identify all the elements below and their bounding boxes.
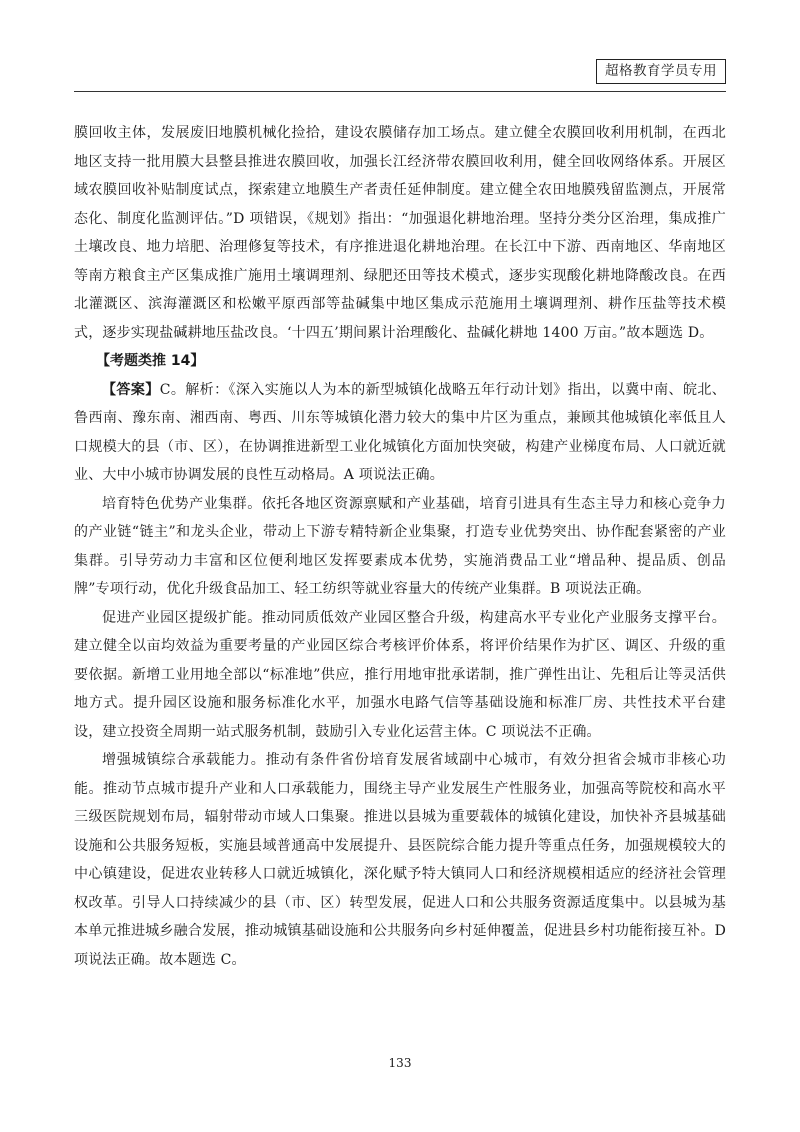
page-body: [74, 119, 726, 974]
paragraph-option-c: 促进产业园区提级扩能。推动同质低效产业园区整合升级，构建高水平专业化产业服务支撑平台。建立健全以亩均效益为重要考量的产业园区综合考核评价体系，将评价结果作为扩区、调区、升级的重要依据。新增工业用地全部以“标准地”供应，推行用地审批承诺制，推广弹性出让、先租后让等灵活供地方式。提升园区设施和服务标准化水平，加强水电路气信等基础设施和标准厂房、共性技术平台建设，建立投资全周期一站式服务机制，鼓励引入专业化运营主体。C 项说法不正确。: [74, 609, 726, 740]
header-badge: 超格教育学员专用: [596, 59, 726, 84]
paragraph-continued-answer: 膜回收主体，发展废旧地膜机械化捡拾，建设农膜储存加工场点。建立健全农膜回收利用机制，在西北地区支持一批用膜大县整县推进农膜回收，加强长江经济带农膜回收利用，健全回收网络体系。开展区域农膜回收补贴制度试点，探索建立地膜生产者责任延伸制度。建立健全农田地膜残留监测点，开展常态化、制度化监测评估。”D 项错误，《规划》指出：“加强退化耕地治理。坚持分类分区治理，集成推广土壤改良、地力培肥、治理修复等技术，有序推进退化耕地治理。在长江中下游、西南地区、华南地区等南方粮食主产区集成推广施用土壤调理剂、绿肥还田等技术模式，逐步实现酸化耕地降酸改良。在西北灌溉区、滨海灌溉区和松嫩平原西部等盐碱集中地区集成示范施用土壤调理剂、耕作压盐等技术模式，逐步实现盐碱耕地压盐改良。‘十四五’期间累计治理酸化、盐碱化耕地 1400 万亩。”故本题选 D。: [74, 125, 726, 341]
paragraph-option-d: 增强城镇综合承载能力。推动有条件省份培育发展省域副中心城市，有效分担省会城市非核心功能。推动节点城市提升产业和人口承载能力，围绕主导产业发展生产性服务业，加强高等院校和高水平三级医院规划布局，辐射带动市域人口集聚。推进以县城为重要载体的城镇化建设，加快补齐县城基础设施和公共服务短板，实施县域普通高中发展提升、县医院综合能力提升等重点任务，加强规模较大的中心镇建设，促进农业转移人口就近城镇化，深化赋予特大镇同人口和经济规模相适应的经济社会管理权改革。引导人口持续减少的县（市、区）转型发展，促进人口和公共服务资源适度集中。以县城为基本单元推进城乡融合发展，推动城镇基础设施和公共服务向乡村延伸覆盖，促进县乡村功能衔接互补。D 项说法正确。故本题选 C。: [74, 752, 726, 968]
page-number: 133: [388, 1056, 412, 1070]
section-heading: 【考题类推 14】: [96, 353, 205, 369]
answer-explanation: C。解析：《深入实施以人为本的新型城镇化战略五年行动计划》指出，以冀中南、皖北、鲁西南、豫东南、湘西南、粤西、川东等城镇化潜力较大的集中片区为重点，兼顾其他城镇化率低且人口规模大的县（市、区），在协调推进新型工业化城镇化方面加快突破，构建产业梯度布局、人口就近就业、大中小城市协调发展的良性互动格局。A 项说法正确。: [74, 381, 726, 483]
paragraph-answer: [74, 376, 726, 490]
header-divider: [74, 91, 726, 92]
paragraph-option-b: 培育特色优势产业集群。依托各地区资源禀赋和产业基础，培育引进具有生态主导力和核心竞争力的产业链“链主”和龙头企业，带动上下游专精特新企业集聚，打造专业优势突出、协作配套紧密的产业集群。引导劳动力丰富和区位便利地区发挥要素成本优势，实施消费品工业“增品种、提品质、创品牌”专项行动，优化升级食品加工、轻工纺织等就业容量大的传统产业集群。B 项说法正确。: [74, 495, 726, 597]
answer-tag: 【答案】: [102, 381, 160, 398]
